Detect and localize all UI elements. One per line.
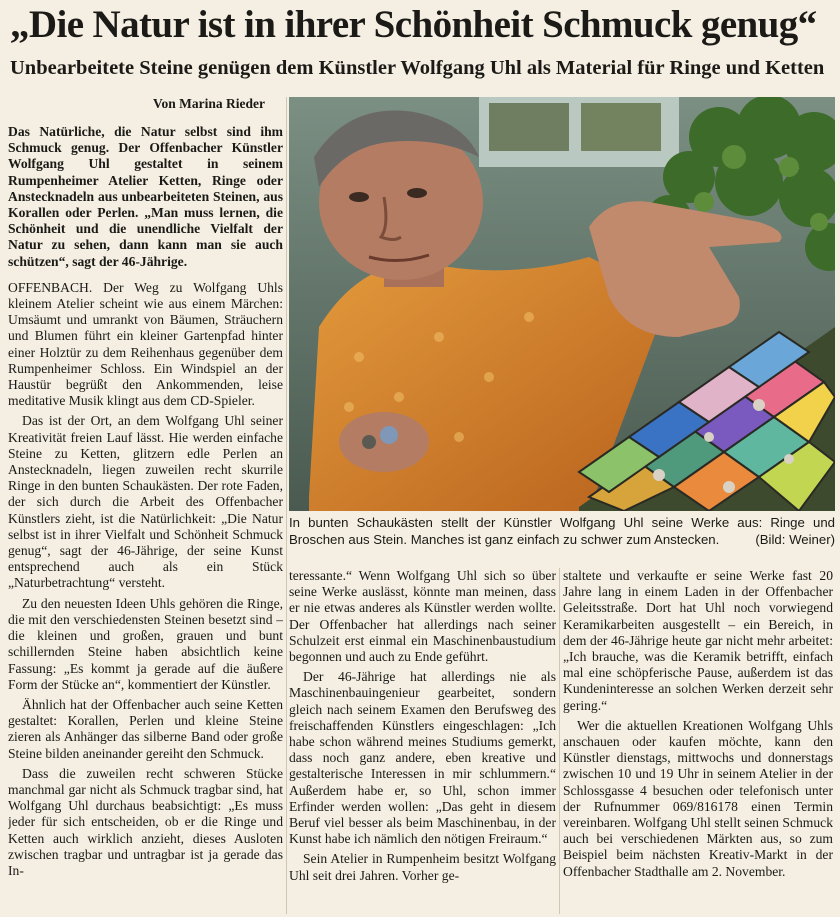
- column-rule: [559, 568, 560, 914]
- column-rule: [286, 97, 287, 914]
- body-paragraph: staltete und verkaufte er seine Werke fast 20 Jahre lang in einem Laden in der Offenbacher Geleitsstraße. Dort hat Uhl noch vorwiegend Keramikarbeiten ausgestellt – ein Bereich, in dem der 46-Jährige heute gar nicht mehr arbeitet: „Ich brauche, was die Keramik betrifft, einfach mal eine schöpferische Pause, außerdem ist das Kundeninteresse an solchen Werken derzeit sehr gering.“: [563, 568, 833, 713]
- photo-illustration: [289, 97, 835, 511]
- body-paragraph: Dass die zuweilen recht schweren Stücke manchmal gar nicht als Schmuck tragbar sind, hat Wolfgang Uhl durchaus beabsichtigt: „Es muss jeder für sich entscheiden, ob er die Ringe und Ketten auch wirklich anzieht, dieses Ausloten zwischen tragbar und untragbar ist ja gerade das In-: [8, 765, 283, 878]
- body-paragraph: Wer die aktuellen Kreationen Wolfgang Uhls anschauen oder kaufen möchte, kann den Künstler dienstags, mittwochs und donnerstags zwischen 10 und 19 Uhr in seinem Atelier in der Schlossgasse 4 besuchen oder telefonisch unter der Rufnummer 069/816178 einen Termin vereinbaren. Wolfgang Uhl stellt seinen Schmuck auch bei verschiedenen Märkten aus, so zum Beispiel beim nächsten Kreativ-Markt in der Offenbacher Stadthalle am 2. November.: [563, 717, 833, 879]
- article-column-1: [8, 124, 283, 914]
- body-paragraph: OFFENBACH. Der Weg zu Wolfgang Uhls kleinem Atelier scheint wie aus einem Märchen: Umsäumt und umrankt von Bäumen, Sträuchern und Blumen führt ein kleiner Gartenpfad hinter einer Holztür zu dem Reihenhaus gegenüber dem Rumpenheimer Schloss. Ein Windspiel an der Haustür begrüßt den Ankommenden, leise meditative Musik klingt aus dem CD-Spieler.: [8, 279, 283, 409]
- body-paragraph: Das ist der Ort, an dem Wolfgang Uhl seiner Kreativität freien Lauf lässt. Hie werden einfache Steine zu Ketten, glitzern edle Perlen an Anstecknadeln, liegen zuweilen recht skurrile Ringe in den bunten Schaukästen. Der rote Faden, der sich durch die Arbeit des Offenbacher Künstlers zieht, ist die Natürlichkeit: „Die Natur selbst ist in ihrer Vielfalt und Schönheit Schmuck genug“, sagt der 46-Jährige, der seine Kunst entsprechend auch als ein Stück „Naturbetrachtung“ versteht.: [8, 413, 283, 591]
- body-paragraph: Der 46-Jährige hat allerdings nie als Maschinenbauingenieur gearbeitet, sondern gleich nach seinem Examen den Berufsweg des freischaffenden Künstlers eingeschlagen: „Ich habe schon während meines Studiums gemerkt, dass noch ganz andere, eben kreative und gestalterische Interessen in mir schlummern.“ Außerdem habe er, so Uhl, schon immer Erfinder werden wollen: „Das geht in diesem Beruf viel besser als beim Maschinenbau, in der Kunst habe ich nämlich den nötigen Freiraum.“: [289, 669, 556, 847]
- body-paragraph: Ähnlich hat der Offenbacher auch seine Ketten gestaltet: Korallen, Perlen und kleine Steine zieren als Anhänger das silberne Band oder große Steine bilden aneinander gereiht den Schmuck.: [8, 696, 283, 761]
- article-column-2: [289, 568, 556, 914]
- body-paragraph: Sein Atelier in Rumpenheim besitzt Wolfgang Uhl seit drei Jahren. Vorher ge-: [289, 851, 556, 883]
- subheadline: Unbearbeitete Steine genügen dem Künstler Wolfgang Uhl als Material für Ringe und Ketten: [10, 57, 825, 79]
- article-photo: [289, 97, 835, 511]
- photo-credit: (Bild: Weiner): [755, 531, 835, 547]
- headline: „Die Natur ist in ihrer Schönheit Schmuck genug“: [10, 3, 817, 46]
- caption-text: In bunten Schaukästen stellt der Künstler Wolfgang Uhl seine Werke aus: Ringe und Broschen aus Stein. Manches ist ganz einfach zu schwer zum Anstecken.: [289, 515, 835, 547]
- article-column-3: [563, 568, 833, 914]
- lead-paragraph: Das Natürliche, die Natur selbst sind ihm Schmuck genug. Der Offenbacher Künstler Wolfgang Uhl gestaltet in seinem Rumpenheimer Atelier Ketten, Ringe oder Anstecknadeln aus unbearbeiteten Steinen, aus Korallen oder Perlen. „Man muss lernen, die Schönheit und die unendliche Vielfalt der Natur zu sehen, dann kann man sie auch schützen“, sagt der 46-Jährige.: [8, 124, 283, 269]
- body-paragraph: teressante.“ Wenn Wolfgang Uhl sich so über seine Werke auslässt, könnte man meinen, dass er nie etwas anderes als Künstler werden wollte. Der Offenbacher hat allerdings nach seiner Schulzeit erst einmal ein Maschinenbaustudium begonnen und auch zu Ende geführt.: [289, 568, 556, 665]
- byline: Von Marina Rieder: [153, 96, 265, 111]
- photo-caption: [289, 515, 835, 548]
- body-paragraph: Zu den neuesten Ideen Uhls gehören die Ringe, die mit den verschiedensten Steinen besetzt sind – die kleinen und großen, grauen und bunt schillernden Steine haben absichtlich keine Fassung: „Es kommt ja gerade auf die äußere Form der Stücke an“, kommentiert der Künstler.: [8, 595, 283, 692]
